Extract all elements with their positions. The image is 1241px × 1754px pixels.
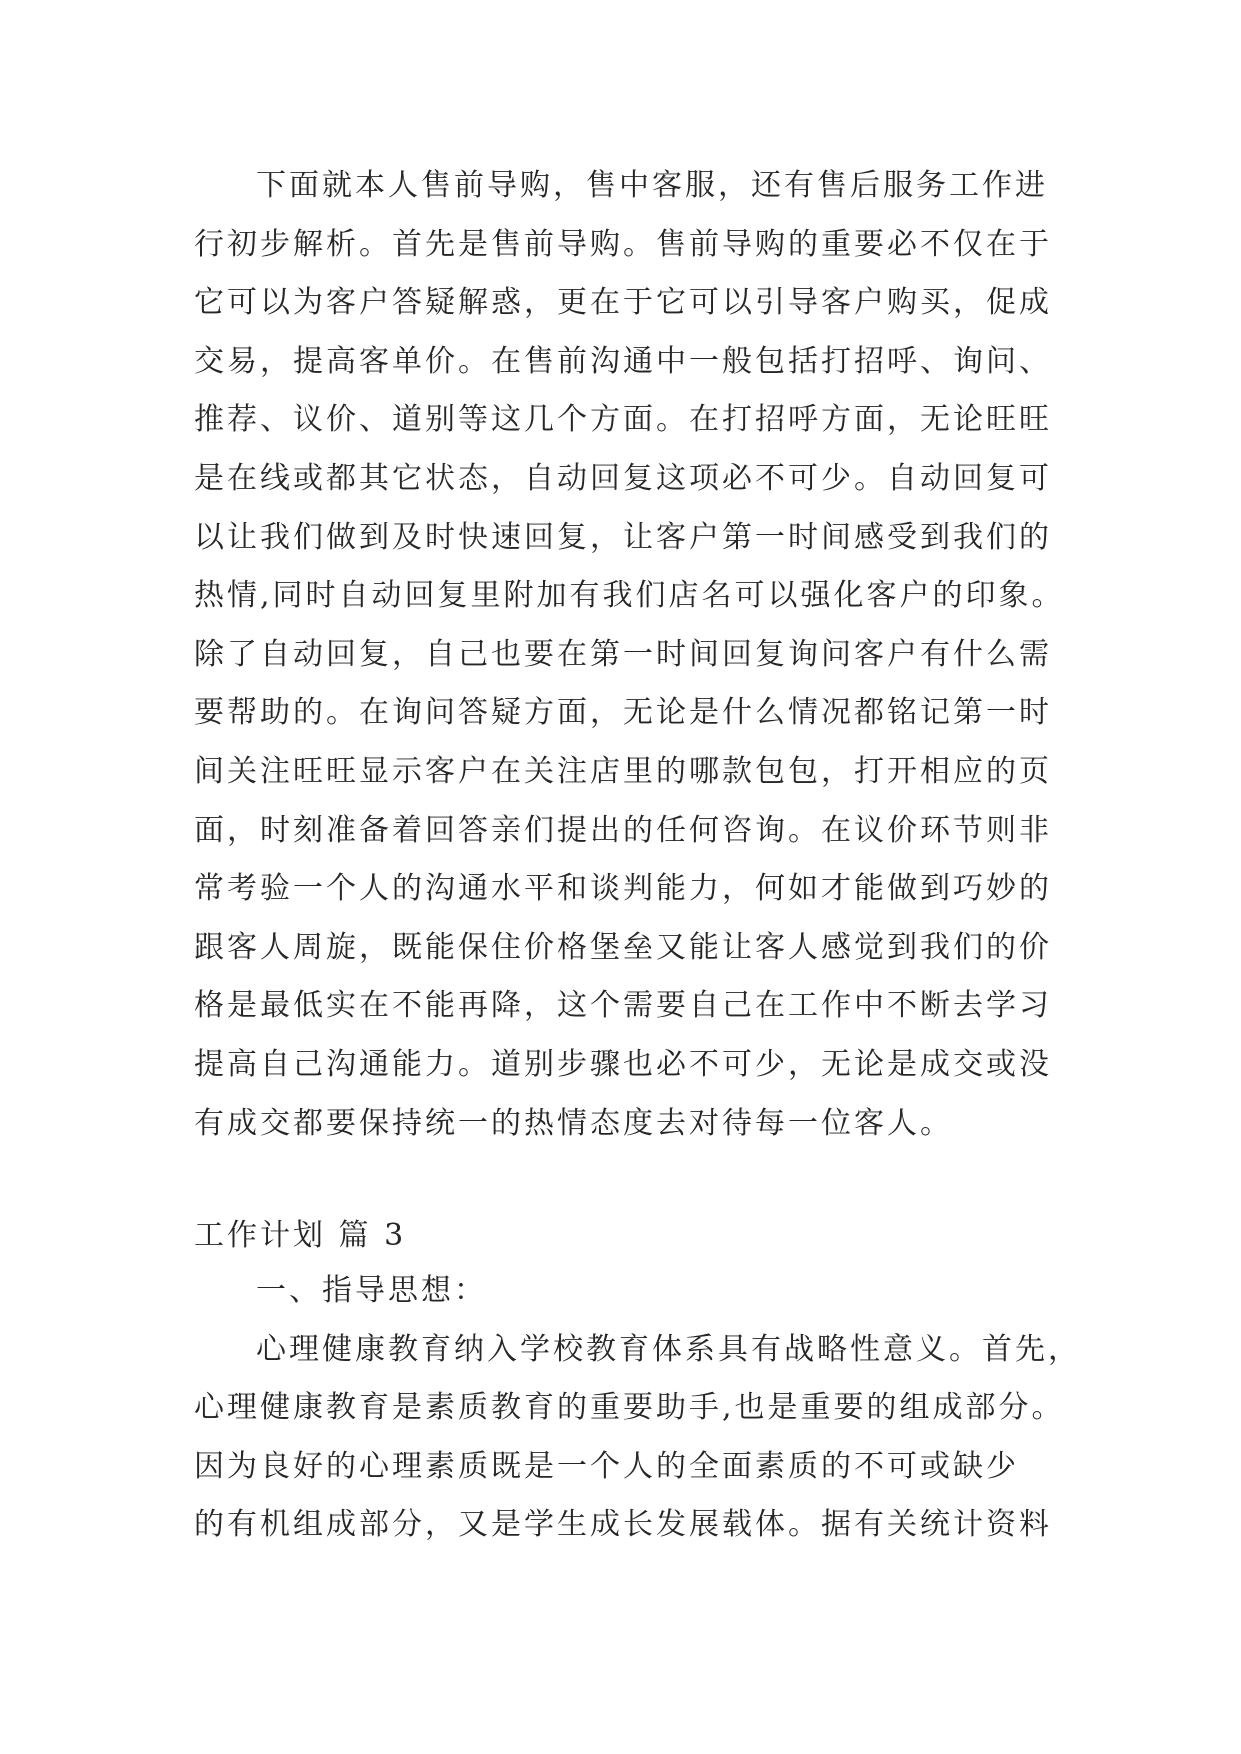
paragraph-line: 有成交都要保持统一的热情态度去对待每一位客人。: [194, 1105, 953, 1141]
paragraph-line: 因为良好的心理素质既是一个人的全面素质的不可或缺少: [194, 1448, 1019, 1484]
paragraph-line: 交易，提高客单价。在售前沟通中一般包括打招呼、询问、: [194, 343, 1052, 379]
paragraph-line: 的有机组成部分，又是学生成长发展载体。据有关统计资料: [194, 1507, 1052, 1543]
section-heading: [194, 1207, 1056, 1266]
paragraph-line: 行初步解析。首先是售前导购。售前导购的重要必不仅在于: [194, 226, 1052, 262]
paragraph-line: 推荐、议价、道别等这几个方面。在打招呼方面，无论旺旺: [194, 402, 1052, 438]
subsection-title: 一、指导思想：: [256, 1273, 487, 1308]
paragraph-line: 心理健康教育是素质教育的重要助手,也是重要的组成部分。: [194, 1390, 1065, 1426]
paragraph-line: 是在线或都其它状态，自动回复这项必不可少。自动回复可: [194, 460, 1052, 496]
paragraph-customer-service: [194, 157, 1065, 1153]
paragraph-line: 面，时刻准备着回答亲们提出的任何咨询。在议价环节则非: [194, 812, 1052, 848]
paragraph-line: 常考验一个人的沟通水平和谈判能力，何如才能做到巧妙的: [194, 871, 1052, 907]
paragraph-line: 以让我们做到及时快速回复，让客户第一时间感受到我们的: [194, 519, 1052, 555]
paragraph-line: 要帮助的。在询问答疑方面，无论是什么情况都铭记第一时: [194, 695, 1052, 731]
paragraph-line: 跟客人周旋，既能保住价格堡垒又能让客人感觉到我们的价: [194, 929, 1052, 965]
paragraph-line: 它可以为客户答疑解惑，更在于它可以引导客户购买，促成: [194, 285, 1052, 321]
paragraph-line: 提高自己沟通能力。道别步骤也必不可少，无论是成交或没: [194, 1046, 1052, 1082]
paragraph-line: 热情,同时自动回复里附加有我们店名可以强化客户的印象。: [194, 578, 1065, 614]
paragraph-line: 下面就本人售前导购，售中客服，还有售后服务工作进: [256, 168, 1048, 203]
paragraph-line: 格是最低实在不能再降，这个需要自己在工作中不断去学习: [194, 988, 1052, 1024]
paragraph-guiding-ideology: [194, 1262, 1081, 1555]
paragraph-line: 除了自动回复，自己也要在第一时间回复询问客户有什么需: [194, 636, 1052, 672]
paragraph-line: 心理健康教育纳入学校教育体系具有战略性意义。首先，: [256, 1331, 1081, 1367]
section-title: 工作计划 篇 3: [194, 1218, 407, 1253]
paragraph-line: 间关注旺旺显示客户在关注店里的哪款包包，打开相应的页: [194, 753, 1052, 789]
